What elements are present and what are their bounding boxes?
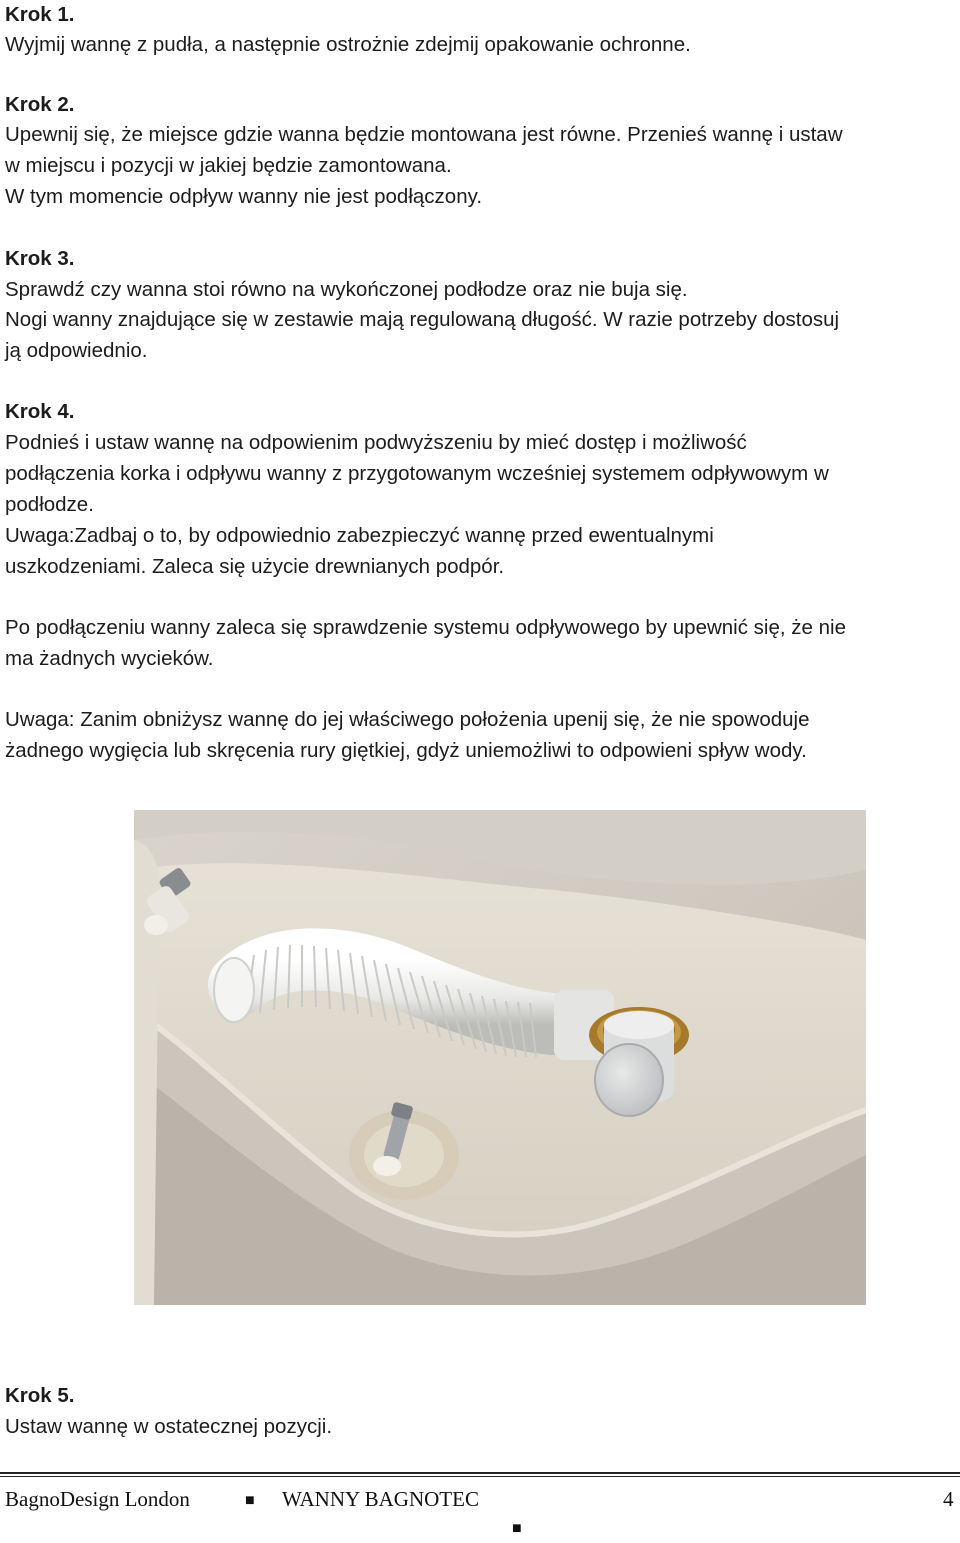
step-1-text: Wyjmij wannę z pudła, a następnie ostrożnie zdejmij opakowanie ochronne. (5, 33, 691, 56)
footer-brand: BagnoDesign London (5, 1487, 190, 1511)
step-5-title: Krok 5. (5, 1384, 75, 1407)
footer-separator-icon: ■ (512, 1520, 522, 1537)
step-3-text: Sprawdź czy wanna stoi równo na wykończonej podłodze oraz nie buja się. (5, 278, 688, 301)
step-4-text: podłączenia korka i odpływu wanny z przygotowanym wcześniej systemem odpływowym w (5, 462, 829, 485)
step-5-text: Ustaw wannę w ostatecznej pozycji. (5, 1415, 333, 1438)
step-3-text: ją odpowiednio. (5, 339, 148, 362)
step-4-title: Krok 4. (5, 400, 75, 423)
page-number: 4 (943, 1487, 954, 1511)
step-1-title: Krok 1. (5, 3, 75, 26)
leak-check-note: ma żadnych wycieków. (5, 647, 214, 670)
step-4-text: podłodze. (5, 493, 94, 516)
step-2-text: W tym momencie odpływ wanny nie jest podłączony. (5, 185, 483, 208)
step-2-title: Krok 2. (5, 93, 75, 116)
pipe-warning-note: żadnego wygięcia lub skręcenia rury giętkiej, gdyż uniemożliwi to odpowieni spływ wody. (5, 739, 807, 762)
step-4-text: Podnieś i ustaw wannę na odpowienim podwyższeniu by mieć dostęp i możliwość (5, 431, 747, 454)
step-2-text: Upewnij się, że miejsce gdzie wanna będzie montowana jest równe. Przenieś wannę i ustaw (5, 123, 843, 146)
step-3-text: Nogi wanny znajdujące się w zestawie mają regulowaną długość. W razie potrzeby dostosuj (5, 308, 840, 331)
bathtub-drain-photo (134, 810, 866, 1305)
step-3-title: Krok 3. (5, 247, 75, 270)
footer-rule (0, 1472, 960, 1474)
step-2-text: w miejscu i pozycji w jakiej będzie zamontowana. (5, 154, 452, 177)
footer-product: WANNY BAGNOTEC (282, 1487, 479, 1511)
step-4-warning: Uwaga:Zadbaj o to, by odpowiednio zabezpieczyć wannę przed ewentualnymi (5, 524, 714, 547)
pipe-warning-note: Uwaga: Zanim obniżysz wannę do jej właściwego położenia upenij się, że nie spowoduje (5, 708, 810, 731)
footer-rule (0, 1476, 960, 1477)
footer-separator-icon: ■ (245, 1492, 255, 1509)
step-4-warning: uszkodzeniami. Zaleca się użycie drewnianych podpór. (5, 555, 505, 578)
leak-check-note: Po podłączeniu wanny zaleca się sprawdzenie systemu odpływowego by upewnić się, że nie (5, 616, 846, 639)
